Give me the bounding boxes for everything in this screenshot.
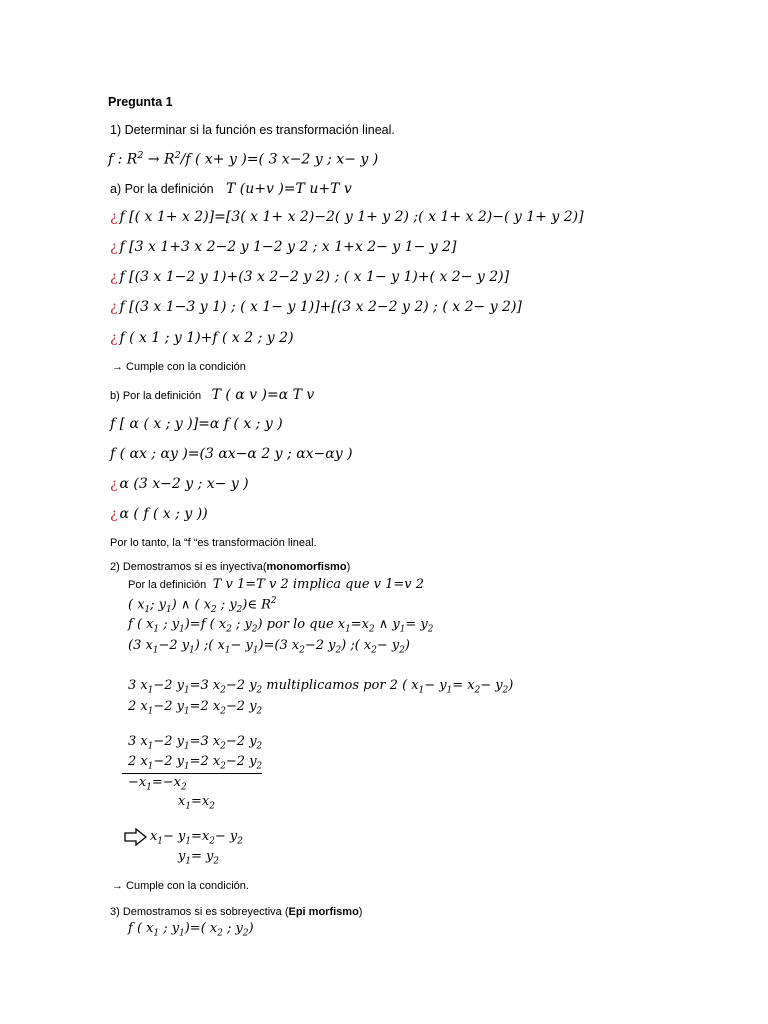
injective-definition xyxy=(128,575,424,593)
implies-arrow-icon xyxy=(124,828,148,846)
part-b-label: b) Por la definición xyxy=(110,390,202,402)
part-b-header xyxy=(110,386,314,404)
injective-line-4: 3 $x_1-2$ $y_1=3$ $x_2-2$ $y_2$ multiplicamos por 2 ( $x_1- y_1= x_2- y_2$) xyxy=(128,678,514,696)
system-equation-2: 2 $x_1-2$ $y_1=2$ $x_2-2$ $y_2$ xyxy=(128,754,263,772)
subtraction-line xyxy=(122,773,262,774)
part-a-definition: T (u+v )=T u+T v xyxy=(225,181,352,197)
question-3-title: 3) Demostramos si es sobreyectiva (Epi morfismo) xyxy=(110,906,363,918)
part-a-header xyxy=(110,180,352,198)
part-a-step-2: ¿ f [3 x 1+3 x 2−2 y 1−2 y 2 ; x 1+x 2− y 1− y 2] xyxy=(110,239,457,255)
question-2-title: 2) Demostramos si es inyectiva(monomorfismo) xyxy=(110,561,351,573)
system-result-2: $x_1=x_2$ xyxy=(178,794,215,812)
part-a-label: a) Por la definición xyxy=(110,182,214,196)
surjective-line-1: f ( $x_1$ ; $y_1)=$( $x_2$ ; $y_2$) xyxy=(128,921,254,939)
substitution-line: $x_1- y_1=x_2- y_2$ xyxy=(150,829,243,847)
function-definition: f : $R^2 \to R^2/f$ ( x+ y )=( 3 x−2 y ; x− y ) xyxy=(108,150,379,168)
system-equation-1: 3 $x_1-2$ $y_1=3$ $x_2-2$ $y_2$ xyxy=(128,734,263,752)
page-title: Pregunta 1 xyxy=(108,95,173,109)
conclusion-1: Por lo tanto, la “f “es transformación lineal. xyxy=(110,537,317,549)
injective-line-1: ( $x_1$; $y_1$) ∧ ( $x_2$ ; $y_2)\in$ $R^2$ xyxy=(128,596,277,615)
part-b-step-4: ¿ α ( f ( x ; y )) xyxy=(110,506,208,522)
part-a-step-5: ¿ f ( x 1 ; y 1)+f ( x 2 ; y 2) xyxy=(110,330,294,346)
part-b-step-2: f ( αx ; αy )=(3 αx−α 2 y ; αx−αy ) xyxy=(110,446,353,462)
part-a-step-1: ¿ f [( x 1+ x 2)]=[3( x 1+ x 2)−2( y 1+ y 2) ;( x 1+ x 2)−( y 1+ y 2)] xyxy=(110,209,584,225)
part-2-result: → Cumple con la condición. xyxy=(112,880,249,892)
part-b-definition: T ( α v )=α T v xyxy=(211,387,315,403)
system-result: $-x_1=-x_2$ xyxy=(128,775,187,793)
part-a-step-3: ¿ f [(3 x 1−2 y 1)+(3 x 2−2 y 2) ; ( x 1− y 1)+( x 2− y 2)] xyxy=(110,269,510,285)
part-a-result: → Cumple con la condición xyxy=(112,361,246,373)
injective-definition-math: T v 1=T v 2 implica que v 1=v 2 xyxy=(212,577,425,592)
part-b-step-1: f [ α ( x ; y )]=α f ( x ; y ) xyxy=(110,416,283,432)
part-a-step-4: ¿ f [(3 x 1−3 y 1) ; ( x 1− y 1)]+[(3 x 2−2 y 2) ; ( x 2− y 2)] xyxy=(110,299,522,315)
question-1-title: 1) Determinar si la función es transformación lineal. xyxy=(110,123,395,137)
injective-definition-label: Por la definición xyxy=(128,579,207,591)
part-b-step-3: ¿ α (3 x−2 y ; x− y ) xyxy=(110,476,249,492)
injective-line-5: 2 $x_1-2$ $y_1=2$ $x_2-2$ $y_2$ xyxy=(128,699,263,717)
substitution-result: $y_1= y_2$ xyxy=(178,849,219,867)
injective-line-2: f ( $x_1$ ; $y_1)=f$ ( $x_2$ ; $y_2$) por lo que $x_1=x_2$ ∧ $y_1= y_2$ xyxy=(128,617,434,635)
injective-line-3: (3 $x_1-2$ $y_1$) ;( $x_1- y_1)=(3$ $x_2-2$ $y_2$) ;( $x_2- y_2$) xyxy=(128,638,410,656)
